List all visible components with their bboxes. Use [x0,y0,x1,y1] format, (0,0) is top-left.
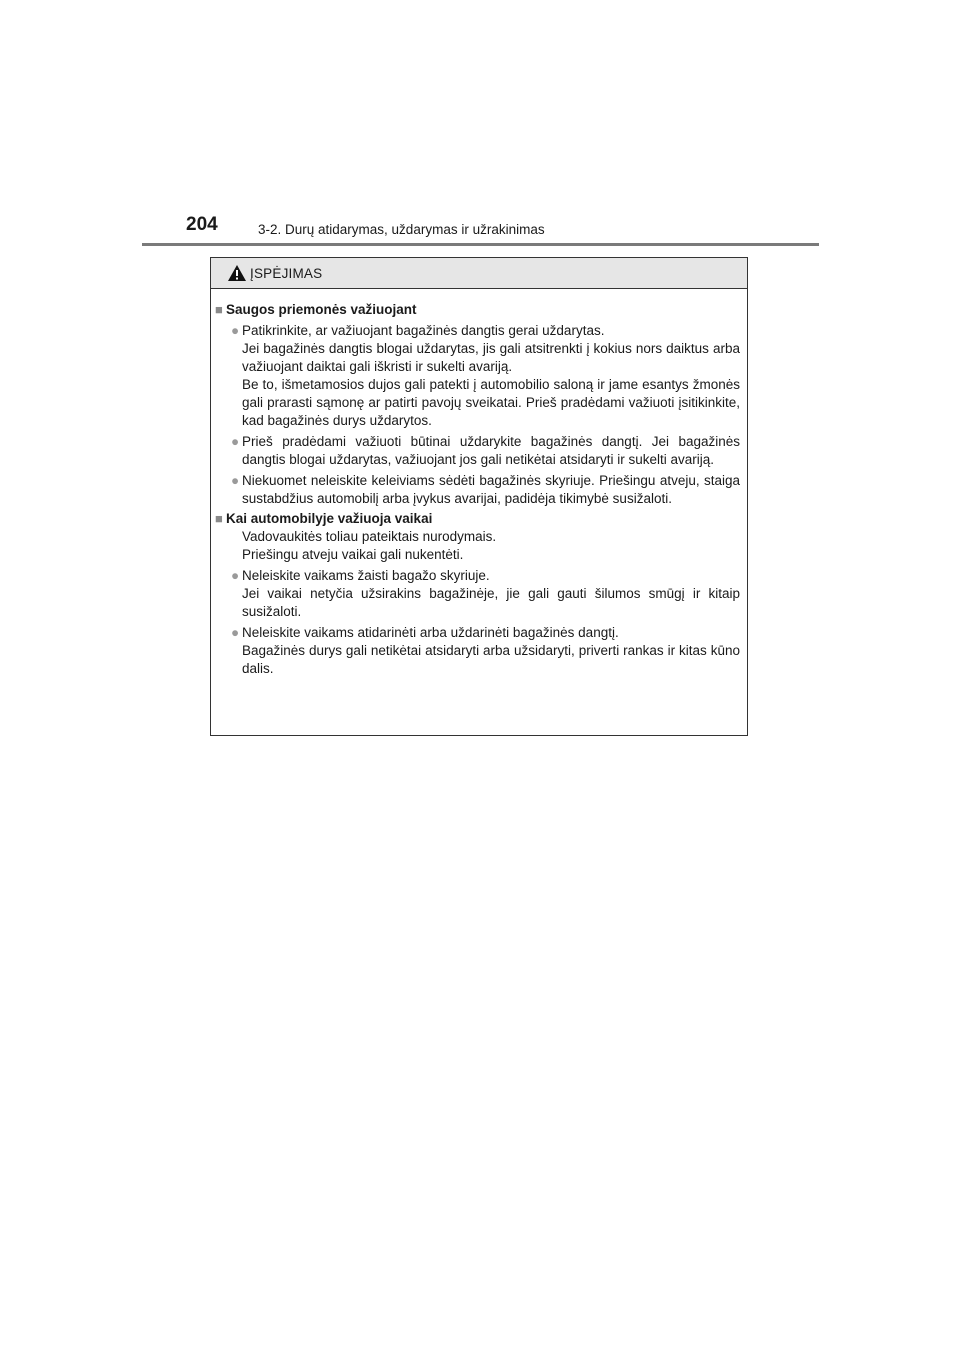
round-bullet-icon: ● [231,625,240,640]
bullet-line: Prieš pradėdami važiuoti būtinai uždarykite bagažinės dangtį. Jei bagažinės dangtis blogai uždarytas, važiuojant jos gali netikėtai atsidaryti ir sukelti avariją. [242,434,740,467]
warning-header [211,258,747,289]
bullet-line: Neleiskite vaikams atidarinėti arba uždarinėti bagažinės dangtį. [242,625,619,640]
round-bullet-icon: ● [231,473,240,488]
bullet-line: Be to, išmetamosios dujos gali patekti į automobilio saloną ir jame esantys žmonės gali prarasti sąmonę ar patirti pavojų sveikatai. Prieš pradėdami važiuoti įsitikinkite, kad bagažinės durys uždarytos. [242,377,740,428]
section-title-text: Saugos priemonės važiuojant [226,302,417,317]
warning-title: ĮSPĖJIMAS [250,265,323,281]
round-bullet-icon: ● [231,434,240,449]
bullet-text [242,322,740,430]
bullet-item [231,322,740,430]
warning-triangle-icon [227,264,247,282]
bullet-line: Niekuomet neleiskite keleiviams sėdėti bagažinės skyriuje. Priešingu atveju, staiga sustabdžius automobilį arba įvykus avarijai, padidėja tikimybė susižaloti. [242,473,740,506]
round-bullet-icon: ● [231,323,240,338]
bullet-text [242,433,740,469]
intro-line: Vadovaukitės toliau pateiktais nurodymais. [242,529,497,544]
section-intro [215,528,740,564]
warning-body [211,289,747,678]
bullet-item [231,624,740,678]
bullet-text [242,624,740,678]
header-divider [142,243,819,246]
intro-line: Priešingu atveju vaikai gali nukentėti. [242,547,464,562]
section-title [215,510,740,528]
warning-section [215,301,740,508]
square-bullet-icon: ■ [215,511,223,526]
bullet-text [242,472,740,508]
section-title [215,301,740,319]
square-bullet-icon: ■ [215,302,223,317]
section-title-text: Kai automobilyje važiuoja vaikai [226,511,433,526]
page-number: 204 [186,214,218,235]
bullet-item [231,567,740,621]
bullet-line: Patikrinkite, ar važiuojant bagažinės dangtis gerai uždarytas. [242,323,605,338]
chapter-title: 3-2. Durų atidarymas, uždarymas ir užrakinimas [258,222,545,237]
bullet-item [231,433,740,469]
bullet-line: Jei bagažinės dangtis blogai uždarytas, jis gali atsitrenkti į kokius nors daiktus arba važiuojant daiktai gali iškristi ir sukelti avariją. [242,341,740,374]
bullet-text [242,567,740,621]
warning-section [215,510,740,678]
bullet-line: Neleiskite vaikams žaisti bagažo skyriuje. [242,568,490,583]
bullet-line: Bagažinės durys gali netikėtai atsidaryti arba užsidaryti, priverti rankas ir kitas kūno dalis. [242,643,740,676]
round-bullet-icon: ● [231,568,240,583]
bullet-item [231,472,740,508]
bullet-line: Jei vaikai netyčia užsirakins bagažinėje, jie gali gauti šilumos smūgį ir kitaip susižaloti. [242,586,740,619]
warning-box [210,257,748,736]
